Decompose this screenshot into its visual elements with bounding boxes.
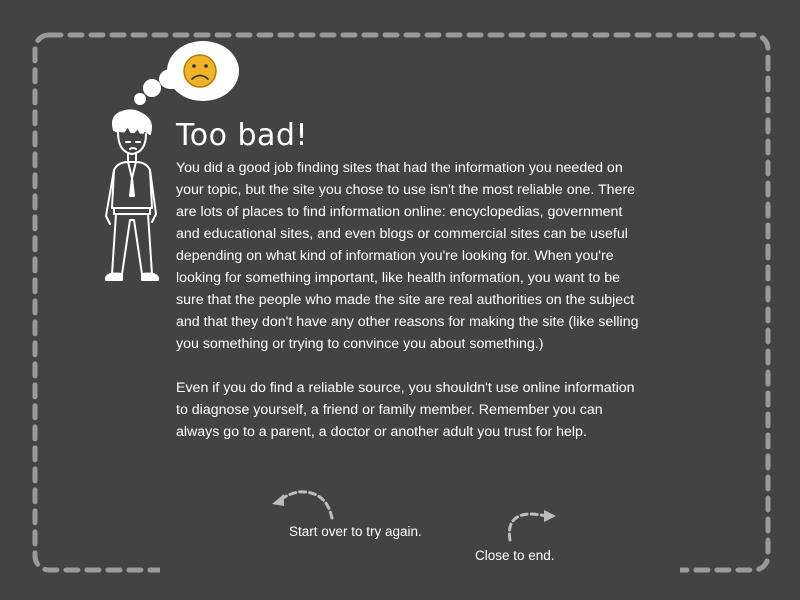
feedback-text (176, 157, 646, 465)
page-title: Too bad! (176, 118, 308, 153)
start-over-button[interactable]: Start over to try again. (289, 524, 422, 539)
feedback-paragraph: Even if you do find a reliable source, you shouldn't use online information to diagnose yourself, a friend or family member. Remember you can always go to a parent, a doctor or another adult you trust for help. (176, 380, 635, 440)
sad-face-icon (184, 55, 216, 87)
feedback-paragraph: You did a good job finding sites that had the information you needed on your topic, but the site you chose to use isn't the most reliable one. There are lots of places to find information online: encyclopedias, government and educational sites, and even blogs or commercial sites can be useful depending on what kind of information you're looking for. When you're looking for something important, like health information, you want to be sure that the people who made the site are real authorities on the subject and that they don't have any other reasons for making the site (like selling you something or trying to convince you about something.) (176, 160, 639, 352)
curved-arrow-left-icon[interactable] (268, 486, 340, 522)
curved-arrow-right-icon[interactable] (502, 506, 562, 542)
close-button[interactable]: Close to end. (475, 548, 555, 563)
